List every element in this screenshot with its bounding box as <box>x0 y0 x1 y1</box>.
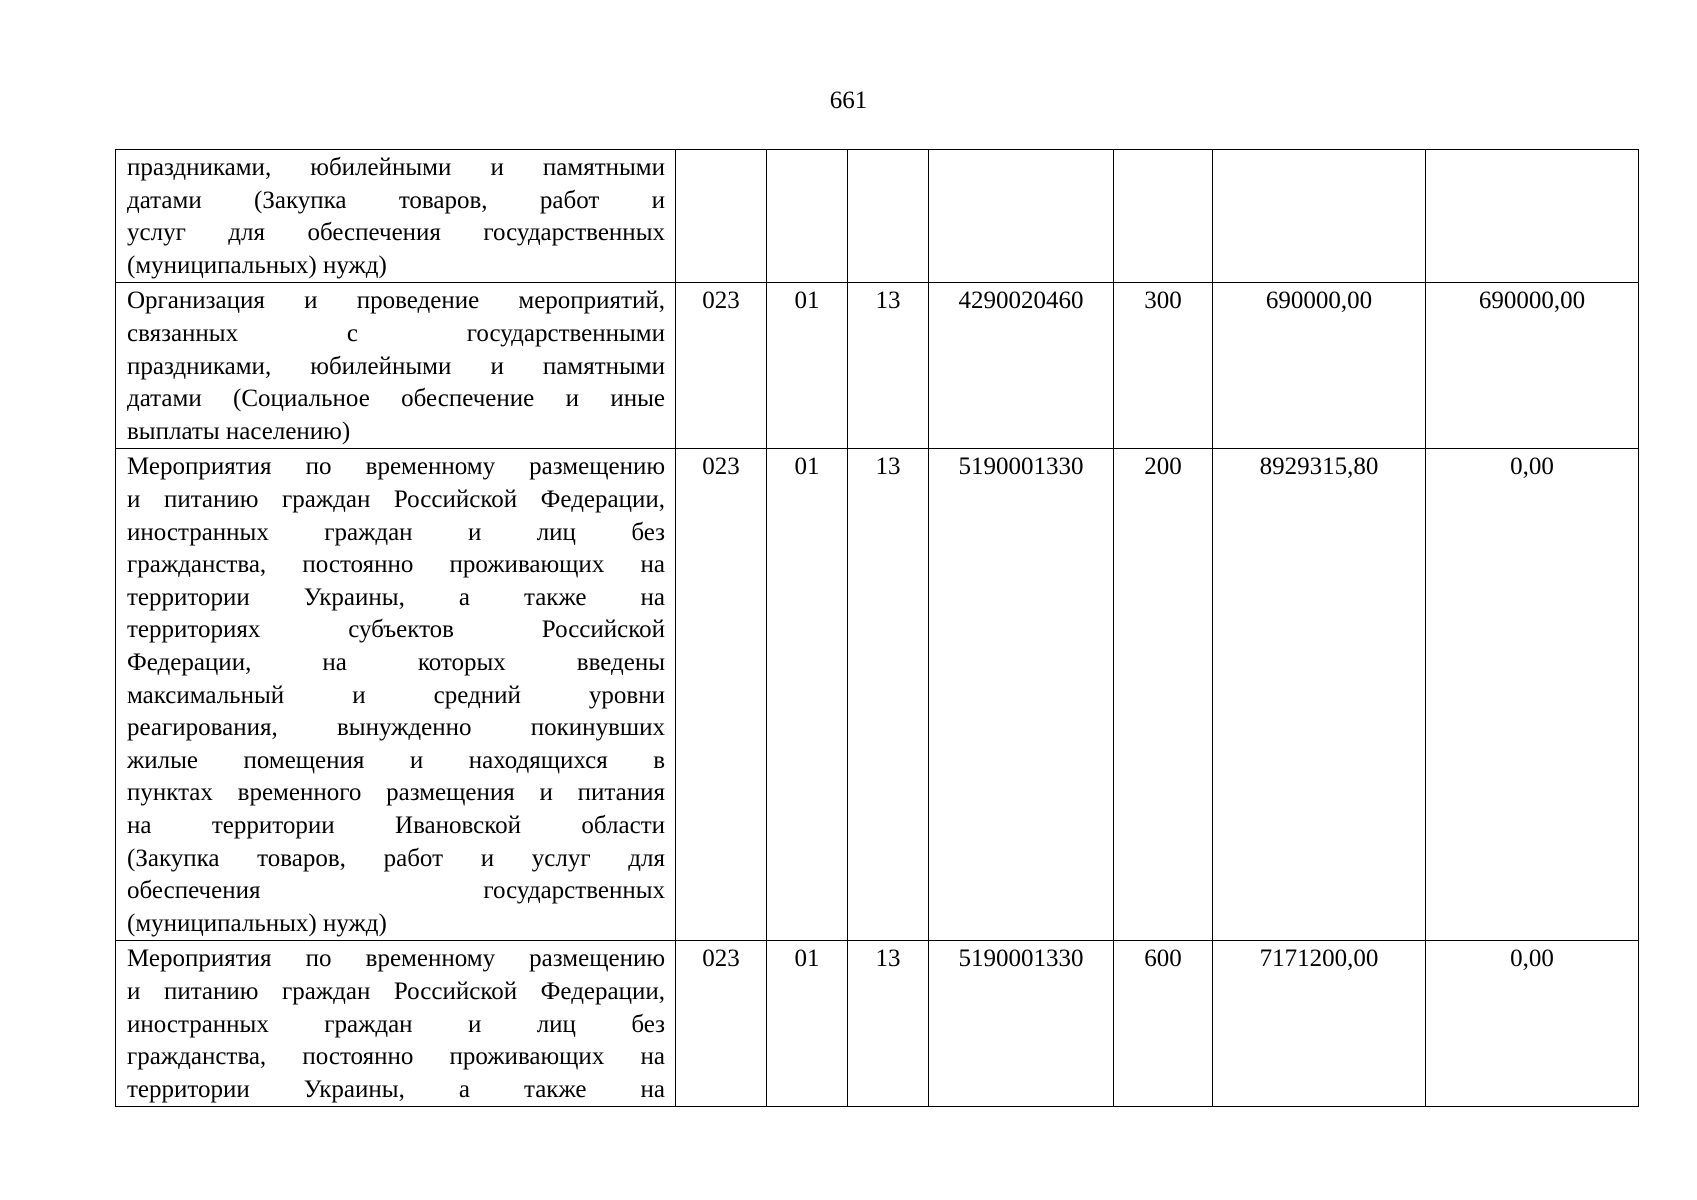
cell-vr <box>1114 150 1213 283</box>
table-row <box>116 449 1639 941</box>
table-row <box>116 150 1639 283</box>
description-line: пунктах временного размещения и питания <box>127 779 665 807</box>
description-line: на территории Ивановской области <box>127 811 665 839</box>
description-line: датами (Социальное обеспечение и иные <box>127 385 665 413</box>
description-line: (Закупка товаров, работ и услуг для <box>127 844 665 872</box>
description-line: (муниципальных) нужд) <box>127 909 387 937</box>
description-line: максимальный и средний уровни <box>127 681 665 709</box>
cell-ved <box>676 150 767 283</box>
description-line: датами (Закупка товаров, работ и <box>127 186 665 214</box>
description-line: праздниками, юбилейными и памятными <box>127 352 665 380</box>
cell-sum-2: 0,00 <box>1426 941 1639 1107</box>
row-description <box>116 449 676 941</box>
description-line: гражданства, постоянно проживающих на <box>127 1043 665 1071</box>
cell-vr: 300 <box>1114 283 1213 449</box>
cell-sum-1: 8929315,80 <box>1213 449 1426 941</box>
cell-ved: 023 <box>676 941 767 1107</box>
cell-csr <box>929 150 1114 283</box>
description-line: реагирования, вынужденно покинувших <box>127 714 665 742</box>
description-line: услуг для обеспечения государственных <box>127 219 665 247</box>
description-line: Мероприятия по временному размещению <box>127 945 665 973</box>
description-line: иностранных граждан и лиц без <box>127 1010 665 1038</box>
cell-sum-2 <box>1426 150 1639 283</box>
cell-sum-1: 7171200,00 <box>1213 941 1426 1107</box>
budget-table <box>115 149 1639 1107</box>
row-description <box>116 283 676 449</box>
row-description <box>116 150 676 283</box>
description-line: связанных с государственными <box>127 319 665 347</box>
cell-sum-1 <box>1213 150 1426 283</box>
cell-vr: 600 <box>1114 941 1213 1107</box>
cell-pr: 13 <box>848 941 929 1107</box>
cell-ved: 023 <box>676 449 767 941</box>
description-line: иностранных граждан и лиц без <box>127 518 665 546</box>
description-line: жилые помещения и находящихся в <box>127 746 665 774</box>
table-row <box>116 283 1639 449</box>
description-line: Федерации, на которых введены <box>127 648 665 676</box>
table-row <box>116 941 1639 1107</box>
cell-csr: 5190001330 <box>929 941 1114 1107</box>
description-line: Организация и проведение мероприятий, <box>127 287 665 315</box>
cell-rz <box>767 150 848 283</box>
description-line: и питанию граждан Российской Федерации, <box>127 485 665 513</box>
description-line: выплаты населению) <box>127 417 351 445</box>
description-line: территории Украины, а также на <box>127 583 665 611</box>
description-line: территориях субъектов Российской <box>127 616 665 644</box>
cell-sum-1: 690000,00 <box>1213 283 1426 449</box>
cell-sum-2: 690000,00 <box>1426 283 1639 449</box>
description-line: (муниципальных) нужд) <box>127 251 387 279</box>
description-line: Мероприятия по временному размещению <box>127 453 665 481</box>
description-line: обеспечения государственных <box>127 877 665 905</box>
description-line: и питанию граждан Российской Федерации, <box>127 977 665 1005</box>
description-line: гражданства, постоянно проживающих на <box>127 551 665 579</box>
row-description <box>116 941 676 1107</box>
cell-vr: 200 <box>1114 449 1213 941</box>
cell-csr: 4290020460 <box>929 283 1114 449</box>
page-number: 661 <box>829 87 868 114</box>
cell-sum-2: 0,00 <box>1426 449 1639 941</box>
cell-ved: 023 <box>676 283 767 449</box>
cell-pr <box>848 150 929 283</box>
description-line: территории Украины, а также на <box>127 1075 665 1103</box>
cell-rz: 01 <box>767 283 848 449</box>
description-line: праздниками, юбилейными и памятными <box>127 154 665 181</box>
cell-pr: 13 <box>848 283 929 449</box>
cell-csr: 5190001330 <box>929 449 1114 941</box>
cell-rz: 01 <box>767 449 848 941</box>
cell-pr: 13 <box>848 449 929 941</box>
cell-rz: 01 <box>767 941 848 1107</box>
